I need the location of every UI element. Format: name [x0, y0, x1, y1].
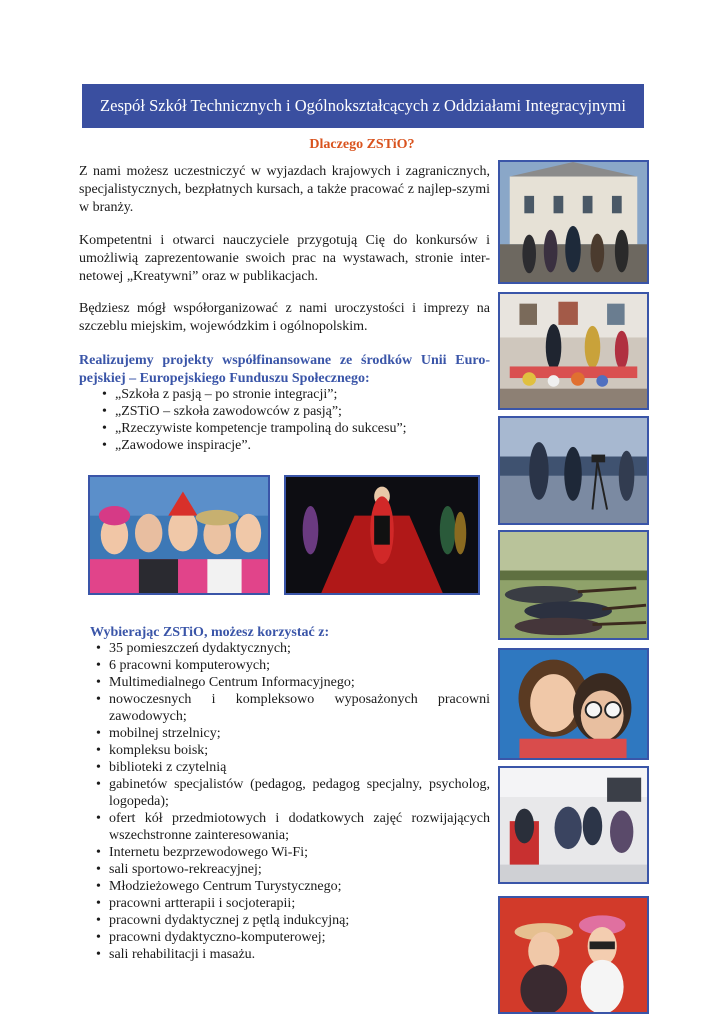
facilities-heading: Wybierając ZSTiO, możesz korzystać z: [90, 625, 330, 640]
list-item: • Internetu bezprzewodowego Wi-Fi; [95, 844, 490, 861]
list-item: • kompleksu boisk; [95, 742, 490, 759]
list-item: • biblioteki z czytelnią [95, 759, 490, 776]
projects-list [101, 386, 491, 454]
photo-outdoor-class [498, 416, 649, 525]
facilities-list [95, 640, 490, 963]
photo-shooting-range [498, 530, 649, 640]
page-header [82, 84, 644, 128]
school-name: Zespół Szkół Technicznych i Ogólnokształcących z Oddziałami Integracyjnymi [100, 96, 626, 115]
list-item: • „ZSTiO – szkoła zawodowców z pasją”; [101, 403, 491, 420]
photo-school-trip [498, 160, 649, 284]
list-item: • nowoczesnych i kompleksowo wyposażonych pracowni zawodowych; [95, 691, 490, 725]
list-item: • mobilnej strzelnicy; [95, 725, 490, 742]
subtitle: Dlaczego ZSTiO? [309, 137, 415, 152]
photo-hats [498, 896, 649, 1014]
list-item: • Multimedialnego Centrum Informacyjnego; [95, 674, 490, 691]
list-item: • „Zawodowe inspiracje”. [101, 437, 491, 454]
paragraph-teachers: Kompetentni i otwarci nauczyciele przygotują Cię do konkursów i umożliwią zaprezentowanie swoich prac na wystawach, stronie inter-netowej „Kreatywni” oraz w publikacjach. [79, 233, 490, 284]
list-item: • 6 pracowni komputerowych; [95, 657, 490, 674]
list-item: • pracowni dydaktyczno-komputerowej; [95, 929, 490, 946]
list-item: • pracowni dydaktycznej z pętlą indukcyjną; [95, 912, 490, 929]
photo-exhibition [498, 292, 649, 410]
list-item: • pracowni artterapii i socjoterapii; [95, 895, 490, 912]
photo-classroom [498, 766, 649, 884]
photo-fashion-show [284, 475, 480, 595]
list-item: • „Szkoła z pasją – po stronie integracji”; [101, 386, 491, 403]
list-item: • sali rehabilitacji i masażu. [95, 946, 490, 963]
list-item: • 35 pomieszczeń dydaktycznych; [95, 640, 490, 657]
list-item: • Młodzieżowego Centrum Turystycznego; [95, 878, 490, 895]
photo-students-portrait [498, 648, 649, 760]
paragraph-trips: Z nami możesz uczestniczyć w wyjazdach krajowych i zagranicznych, specjalistycznych, bezpłatnych kursach, a także pracować z najlep-szymi w branży. [79, 164, 490, 215]
list-item: • ofert kół przedmiotowych i dodatkowych zajęć rozwijających wszechstronne zainteresowania; [95, 810, 490, 844]
projects-heading: Realizujemy projekty współfinansowane ze środków Unii Euro-pejskiej – Europejskiego Funduszu Społecznego: [79, 353, 490, 386]
photo-costume-party [88, 475, 270, 595]
list-item: • gabinetów specjalistów (pedagog, pedagog specjalny, psycholog, logopeda); [95, 776, 490, 810]
list-item: • „Rzeczywiste kompetencje trampoliną do sukcesu”; [101, 420, 491, 437]
list-item: • sali sportowo-rekreacyjnej; [95, 861, 490, 878]
paragraph-events: Będziesz mógł współorganizować z nami uroczystości i imprezy na szczeblu miejskim, wojewódzkim i ogólnopolskim. [79, 301, 490, 334]
